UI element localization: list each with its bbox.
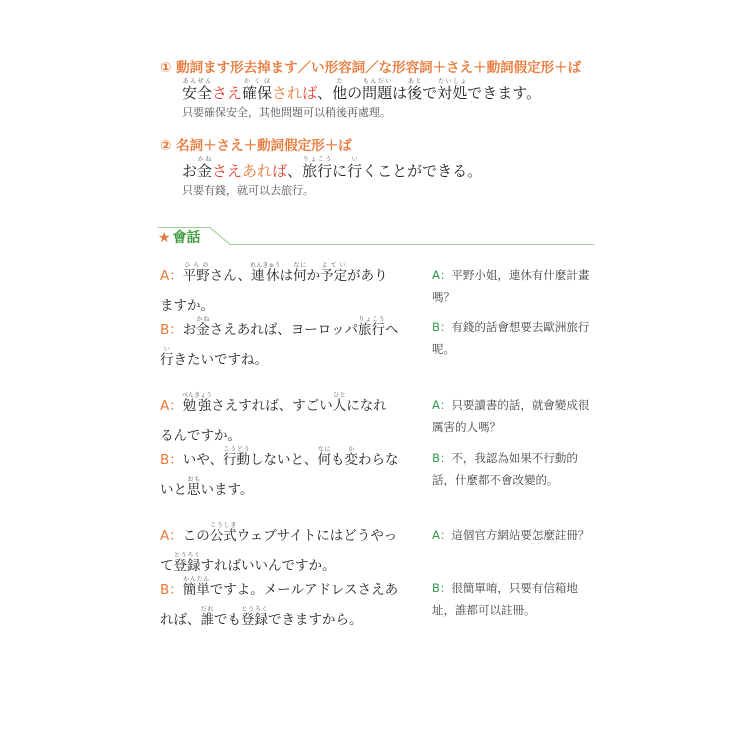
dialogue-2-a-zh: A：只要讀書的話，就會變成很厲害的人嗎？ [432,398,590,434]
dialogue-1-a-jp: A：平野ひらのさん、連休れんきゅうは何なにか予定よていがありますか。 [160,262,388,314]
ruby-word: 問題もんだい [362,78,393,102]
pattern-2 [160,134,483,197]
dialogue-1-b-jp: B：お金かねさえあれば、ヨーロッパ旅行りょこうへ行いきたいですね。 [160,316,399,368]
pattern-2-example: お金かねさえあれば、旅行りょこうに行いくことができる。 [182,156,483,180]
dialogue-3-b-jp: B：簡単かんたんですよ。メールアドレスさえあれば、誰だれでも登録とうろくできますから。 [160,576,399,628]
section-title-text: 會話 [172,230,201,246]
ruby-word: 他た [332,78,348,102]
ruby-word: 対処たいしょ [437,78,468,102]
ruby-word: 後あと [407,78,423,102]
section-title [158,227,201,247]
dialogue-1-b-zh: B：有錢的話會想要去歐洲旅行呢。 [432,320,590,356]
pattern-1 [160,56,582,119]
ruby-word: 金かね [197,156,213,180]
ruby-word: 安全あんぜん [182,78,213,102]
ruby-word: 確保かくほ [242,78,273,102]
dialogue-3-a-jp: A：この公式こうしきウェブサイトにはどうやって登録とうろくすればいいんですか。 [160,522,398,574]
dialogue-2-b-zh: B：不，我認為如果不行動的話，什麼都不會改變的。 [432,451,578,487]
dialogue-1-a-zh: A：平野小姐，連休有什麼計畫嗎？ [432,268,590,304]
dialogue-2-a-jp: A：勉強べんきょうさえすれば、すごい人ひとになれるんですか。 [160,392,387,444]
ruby-word: 行い [347,156,363,180]
dialogue-2-b-jp: B：いや、行動こうどうしないと、何なにも変かわらないと思おもいます。 [160,446,399,498]
pattern-2-header: ② 名詞＋さえ＋動詞假定形＋ば [160,138,352,154]
section-header-decoration [158,227,594,249]
pattern-1-translation: 只要確保安全，其他問題可以稍後再處理。 [182,106,391,119]
star-icon: ★ [158,230,171,246]
pattern-2-translation: 只要有錢，就可以去旅行。 [182,184,314,197]
ruby-word: 旅行りょこう [302,156,333,180]
pattern-1-header: ① 動詞ます形去掉ます／い形容詞／な形容詞＋さえ＋動詞假定形＋ば [160,60,582,76]
dialogue-3-a-zh: A：這個官方網站要怎麼註冊？ [432,528,590,542]
conversation-section-header [158,227,594,249]
dialogue-3-b-zh: B：很簡單唷，只要有信箱地址，誰都可以註冊。 [432,581,578,617]
pattern-1-example: 安全あんぜんさえ確保かくほされば、他たの問題もんだいは後あとで対処たいしょできます。 [182,78,542,102]
